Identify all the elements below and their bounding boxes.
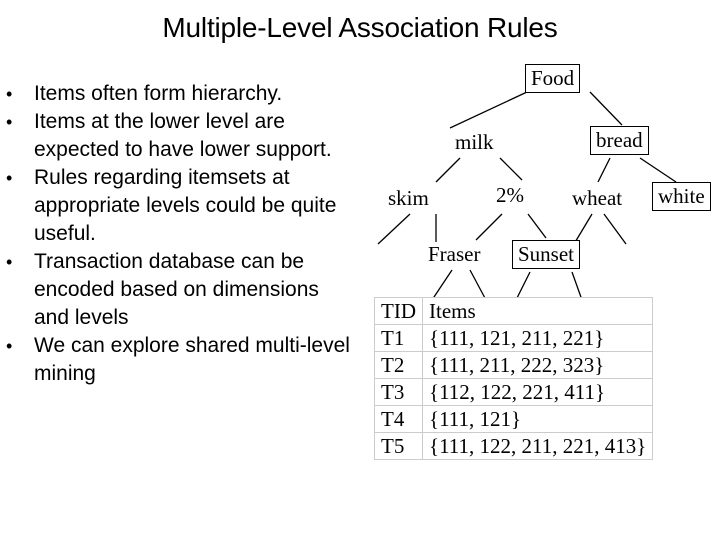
cell-tid: T1 [375, 325, 423, 352]
cell-tid: T5 [375, 433, 423, 460]
cell-tid: T2 [375, 352, 423, 379]
node-food: Food [525, 64, 580, 93]
node-bread: bread [590, 126, 649, 155]
bullet-text: We can explore shared multi-level mining [34, 334, 350, 385]
cell-tid: T3 [375, 379, 423, 406]
edge-2pct-sunset [528, 214, 546, 238]
cell-items: {111, 122, 211, 221, 413} [423, 433, 653, 460]
edge-food-milk [450, 92, 527, 128]
edge-2pct-fraser [476, 214, 502, 240]
bullet-icon: • [6, 112, 13, 132]
transaction-table [374, 297, 653, 460]
edge-fraser-down-left [432, 270, 452, 300]
edge-bread-wheat [598, 158, 610, 182]
bullet-text: Items often form hierarchy. [34, 82, 283, 105]
edge-bread-white [640, 158, 676, 182]
header-items: Items [423, 298, 653, 325]
edge-sunset-down-right [572, 272, 582, 300]
table-row [375, 325, 653, 352]
node-skim: skim [388, 186, 429, 210]
edge-sunset-down-left [516, 272, 530, 300]
edge-wheat-down-right [604, 214, 626, 244]
edge-skim-down-left [378, 214, 410, 244]
cell-tid: T4 [375, 406, 423, 433]
table-row [375, 352, 653, 379]
cell-items: {112, 122, 221, 411} [423, 379, 653, 406]
node-white: white [652, 182, 711, 211]
slide-title: Multiple-Level Association Rules [162, 12, 558, 43]
table-row [375, 406, 653, 433]
table-header-row [375, 298, 653, 325]
bullet-icon: • [6, 336, 13, 356]
bullet-icon: • [6, 252, 13, 272]
cell-items: {111, 121} [423, 406, 653, 433]
node-wheat: wheat [572, 186, 623, 210]
bullet-text: Transaction database can be encoded based on dimensions and levels [34, 250, 319, 329]
cell-items: {111, 211, 222, 323} [423, 352, 653, 379]
bullet-text: Rules regarding itemsets at appropriate levels could be quite useful. [34, 166, 337, 245]
bullet-text: Items at the lower level are expected to have lower support. [34, 110, 332, 161]
node-fraser: Fraser [428, 242, 481, 266]
header-tid: TID [375, 298, 423, 325]
edge-milk-skim [436, 158, 460, 182]
bullet-icon: • [6, 84, 13, 104]
edge-milk-2pct [500, 158, 522, 180]
cell-items: {111, 121, 211, 221} [423, 325, 653, 352]
bullet-icon: • [6, 168, 13, 188]
edge-food-bread [590, 92, 622, 125]
node-milk: milk [455, 130, 494, 154]
node-sunset: Sunset [512, 240, 580, 269]
table-row [375, 433, 653, 460]
table-row [375, 379, 653, 406]
edge-fraser-down-right [470, 270, 486, 300]
node-two-percent: 2% [496, 183, 524, 207]
